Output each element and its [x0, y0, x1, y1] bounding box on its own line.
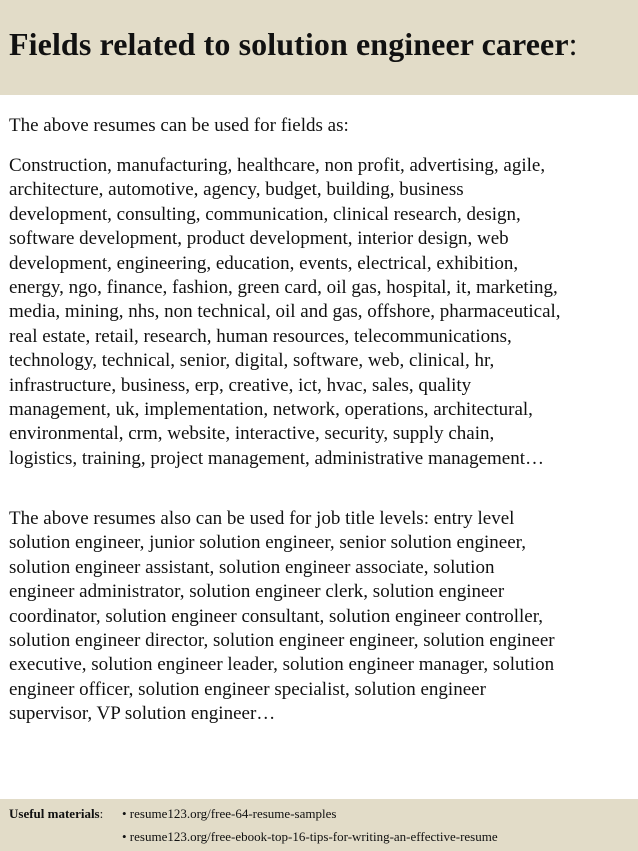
useful-materials-label-text: Useful materials [9, 806, 100, 821]
fields-line: technology, technical, senior, digital, software, web, clinical, hr, [9, 350, 495, 372]
page-title [9, 24, 578, 64]
fields-paragraph [9, 154, 634, 471]
job-titles-line: supervisor, VP solution engineer… [9, 703, 276, 725]
ebook-tips-link[interactable]: • resume123.org/free-ebook-top-16-tips-for-writing-an-effective-resume [122, 829, 498, 844]
job-titles-line: engineer officer, solution engineer specialist, solution engineer [9, 678, 486, 700]
fields-line: software development, product development, interior design, web [9, 228, 509, 250]
fields-line: development, consulting, communication, clinical research, design, [9, 203, 521, 225]
job-titles-line: The above resumes also can be used for job title levels: entry level [9, 508, 515, 529]
useful-materials-label [9, 806, 103, 822]
resume-samples-link[interactable]: • resume123.org/free-64-resume-samples [122, 806, 337, 821]
intro-text: The above resumes can be used for fields as: [9, 115, 349, 136]
fields-line: development, engineering, education, events, electrical, exhibition, [9, 252, 519, 274]
fields-line: media, mining, nhs, non technical, oil and gas, offshore, pharmaceutical, [9, 301, 561, 323]
job-titles-line: solution engineer, junior solution engineer, senior solution engineer, [9, 532, 526, 554]
job-titles-line: solution engineer director, solution engineer engineer, solution engineer [9, 630, 555, 652]
fields-line: architecture, automotive, agency, budget, building, business [9, 179, 464, 201]
page-title-colon: : [568, 26, 578, 62]
fields-line: management, uk, implementation, network, operations, architectural, [9, 399, 533, 421]
fields-line: real estate, retail, research, human resources, telecommunications, [9, 325, 512, 347]
fields-line: energy, ngo, finance, fashion, green card, oil gas, hospital, it, marketing, [9, 277, 558, 299]
job-titles-paragraph [9, 507, 634, 727]
job-titles-line: executive, solution engineer leader, solution engineer manager, solution [9, 654, 555, 676]
fields-line: infrastructure, business, erp, creative, ict, hvac, sales, quality [9, 374, 472, 396]
job-titles-line: coordinator, solution engineer consultant, solution engineer controller, [9, 605, 544, 627]
fields-line: environmental, crm, website, interactive, security, supply chain, [9, 423, 495, 445]
page-title-text: Fields related to solution engineer career [9, 26, 569, 62]
fields-line: logistics, training, project management, administrative management… [9, 447, 545, 469]
fields-line: Construction, manufacturing, healthcare, non profit, advertising, agile, [9, 155, 546, 176]
job-titles-line: solution engineer assistant, solution engineer associate, solution [9, 556, 495, 578]
job-titles-line: engineer administrator, solution engineer clerk, solution engineer [9, 581, 505, 603]
useful-materials-colon: : [99, 806, 104, 821]
